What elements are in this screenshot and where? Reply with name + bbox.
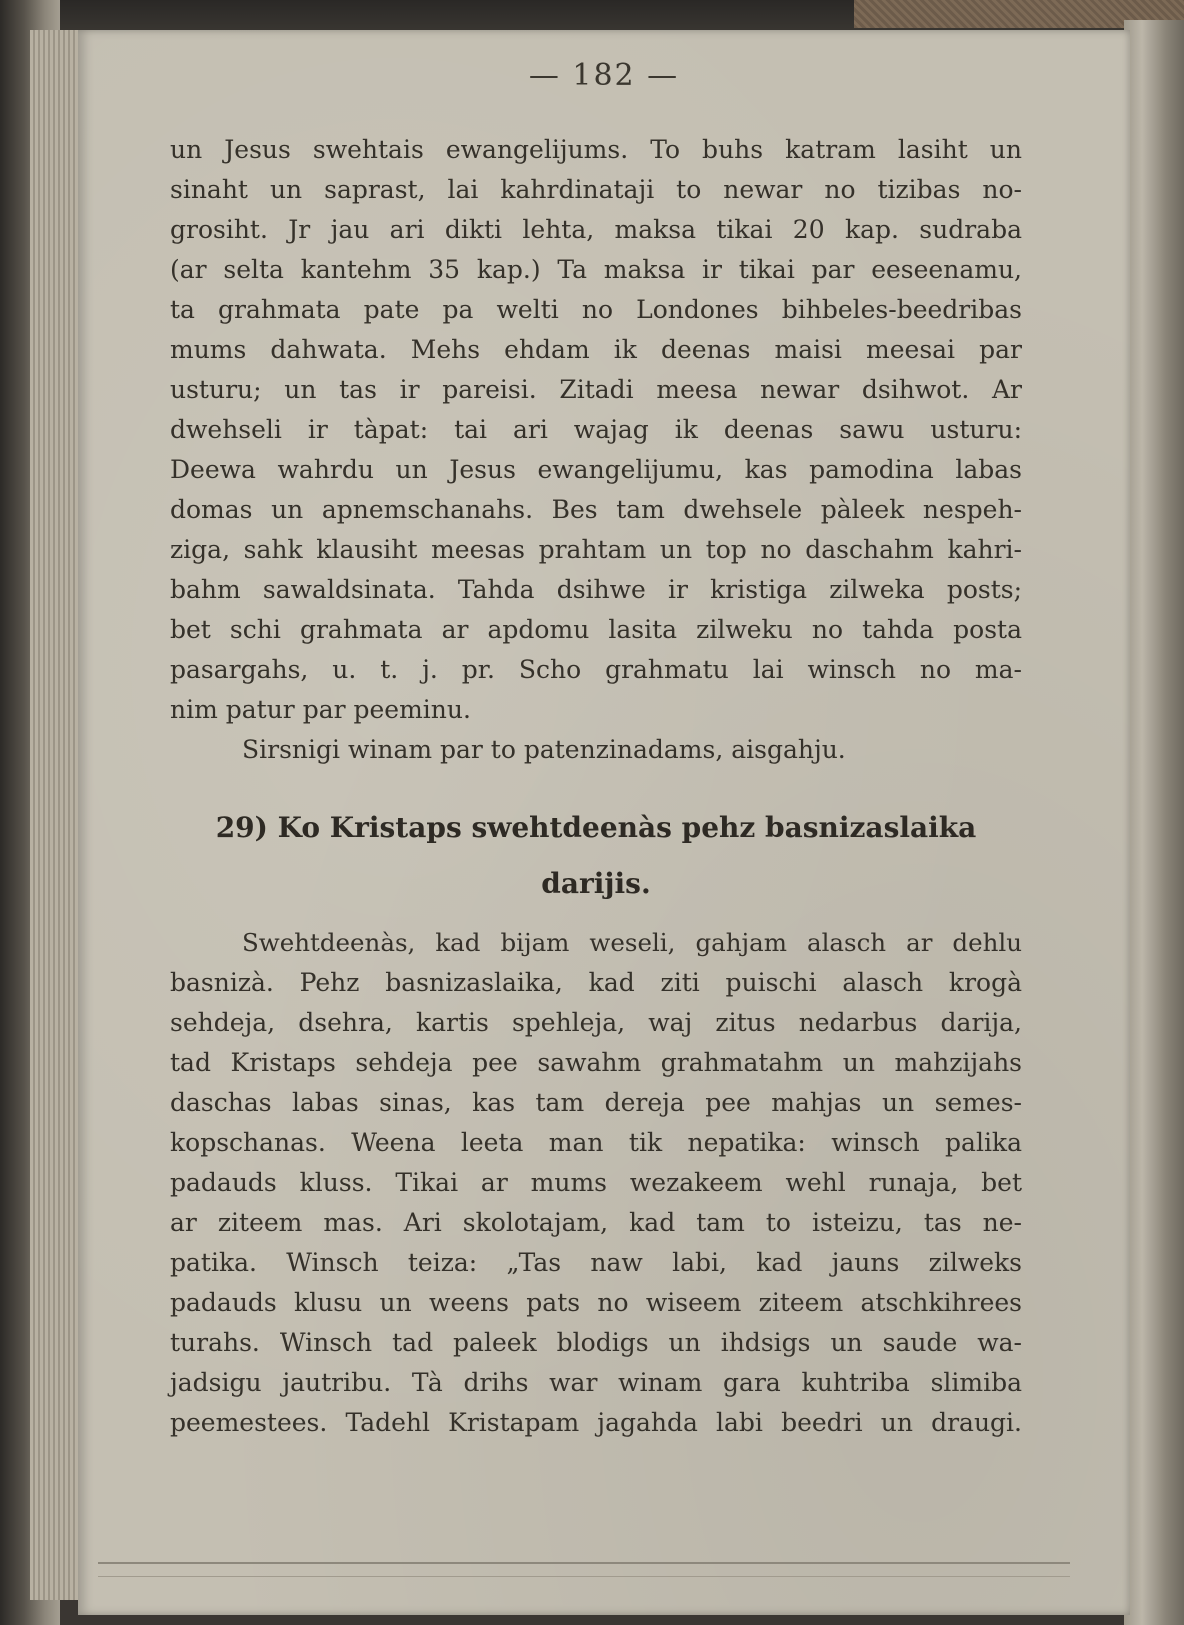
text-line: bet schi grahmata ar apdomu lasita zilweku no tahda posta: [170, 615, 1022, 644]
page-number: — 182 —: [528, 58, 680, 93]
text-line: padauds klusu un weens pats no wiseem ziteem atschkihrees: [170, 1288, 1022, 1317]
page-edges-right: [1124, 20, 1184, 1625]
text-line: basnizà. Pehz basnizaslaika, kad ziti puischi alasch krogà: [170, 968, 1022, 997]
text-line: mums dahwata. Mehs ehdam ik deenas maisi meesai par: [170, 335, 1022, 364]
page-edges-left: [30, 30, 82, 1600]
text-line: turahs. Winsch tad paleek blodigs un ihdsigs un saude wa-: [170, 1328, 1022, 1357]
text-line: grosiht. Jr jau ari dikti lehta, maksa tikai 20 kap. sudraba: [170, 215, 1022, 244]
text-line: tad Kristaps sehdeja pee sawahm grahmatahm un mahzijahs: [170, 1048, 1022, 1077]
text-line: kopschanas. Weena leeta man tik nepatika: winsch palika: [170, 1128, 1022, 1157]
page-bottom-rule: [98, 1562, 1070, 1577]
text-line: padauds kluss. Tikai ar mums wezakeem wehl runaja, bet: [170, 1168, 1022, 1197]
chapter-heading: [170, 800, 1022, 912]
text-line: daschas labas sinas, kas tam dereja pee mahjas un semes-: [170, 1088, 1022, 1117]
text-line: ar ziteem mas. Ari skolotajam, kad tam to isteizu, tas ne-: [170, 1208, 1022, 1237]
text-line: un Jesus swehtais ewangelijums. To buhs katram lasiht un: [170, 135, 1022, 164]
text-line: bahm sawaldsinata. Tahda dsihwe ir kristiga zilweka posts;: [170, 575, 1022, 604]
text-line: Deewa wahrdu un Jesus ewangelijumu, kas pamodina labas: [170, 455, 1022, 484]
text-line: usturu; un tas ir pareisi. Zitadi meesa newar dsihwot. Ar: [170, 375, 1022, 404]
text-line: patika. Winsch teiza: „Tas naw labi, kad jauns zilweks: [170, 1248, 1022, 1277]
text-line: peemestees. Tadehl Kristapam jagahda labi beedri un draugi.: [170, 1408, 1022, 1437]
text-line: sinaht un saprast, lai kahrdinataji to newar no tizibas no-: [170, 175, 1022, 204]
paragraph-1: [170, 130, 1022, 770]
text-line: sehdeja, dsehra, kartis spehleja, waj zitus nedarbus darija,: [170, 1008, 1022, 1037]
text-line: pasargahs, u. t. j. pr. Scho grahmatu lai winsch no ma-: [170, 655, 1022, 684]
text-line: dwehseli ir tàpat: tai ari wajag ik deenas sawu usturu:: [170, 415, 1022, 444]
text-line: nim patur par peeminu.: [170, 695, 471, 724]
paragraph-2: [170, 923, 1022, 1443]
text-line: ziga, sahk klausiht meesas prahtam un top no daschahm kahri-: [170, 535, 1022, 564]
text-line: (ar selta kantehm 35 kap.) Ta maksa ir tikai par eeseenamu,: [170, 255, 1022, 284]
closing-line: Sirsnigi winam par to patenzinadams, aisgahju.: [242, 735, 846, 764]
chapter-heading-line-1: 29) Ko Kristaps swehtdeenàs pehz basnizaslaika: [215, 811, 977, 844]
text-line: domas un apnemschanahs. Bes tam dwehsele pàleek nespeh-: [170, 495, 1022, 524]
text-line: jadsigu jautribu. Tà drihs war winam gara kuhtriba slimiba: [170, 1368, 1022, 1397]
chapter-heading-line-2: darijis.: [541, 867, 651, 900]
text-line: ta grahmata pate pa welti no Londones bihbeles-beedribas: [170, 295, 1022, 324]
book-page: [78, 30, 1130, 1615]
text-line: Swehtdeenàs, kad bijam weseli, gahjam alasch ar dehlu: [242, 928, 1022, 957]
